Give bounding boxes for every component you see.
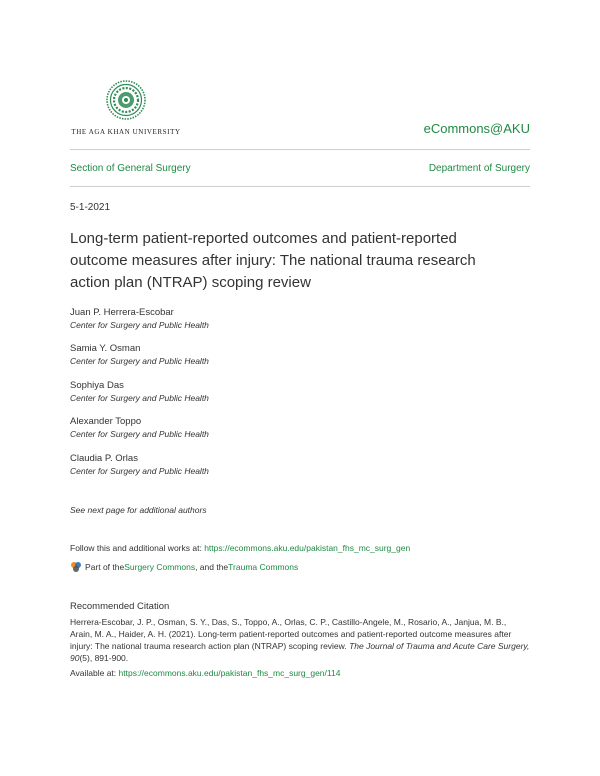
divider-top bbox=[70, 149, 530, 150]
author-name: Juan P. Herrera-Escobar bbox=[70, 307, 174, 318]
author-name: Sophiya Das bbox=[70, 380, 124, 391]
repository-link[interactable]: eCommons@AKU bbox=[423, 121, 530, 136]
citation-heading: Recommended Citation bbox=[70, 601, 170, 612]
citation-issue: (5), 891-900. bbox=[79, 653, 129, 663]
author-affiliation: Center for Surgery and Public Health bbox=[70, 393, 209, 403]
trauma-commons-link[interactable]: Trauma Commons bbox=[228, 562, 299, 572]
author-affiliation: Center for Surgery and Public Health bbox=[70, 356, 209, 366]
author-item bbox=[70, 453, 370, 477]
document-title: Long-term patient-reported outcomes and patient-reported outcome measures after injury: The national trauma research action plan (NTRAP) scoping review bbox=[70, 230, 476, 291]
author-item bbox=[70, 307, 370, 331]
author-item bbox=[70, 380, 370, 404]
author-affiliation: Center for Surgery and Public Health bbox=[70, 429, 209, 439]
author-affiliation: Center for Surgery and Public Health bbox=[70, 466, 209, 476]
author-item bbox=[70, 416, 370, 440]
follow-url-link[interactable]: https://ecommons.aku.edu/pakistan_fhs_mc_surg_gen bbox=[204, 543, 411, 553]
aku-seal-logo bbox=[106, 80, 146, 120]
department-link[interactable]: Department of Surgery bbox=[428, 163, 530, 174]
university-name: THE AGA KHAN UNIVERSITY bbox=[71, 128, 181, 136]
part-of-middle: , and the bbox=[195, 562, 229, 572]
divider-bottom bbox=[70, 186, 530, 187]
author-name: Alexander Toppo bbox=[70, 416, 142, 427]
open-access-icon bbox=[70, 561, 82, 573]
surgery-commons-link[interactable]: Surgery Commons bbox=[124, 562, 196, 572]
additional-authors-note: See next page for additional authors bbox=[70, 505, 207, 515]
available-url-link[interactable]: https://ecommons.aku.edu/pakistan_fhs_mc_surg_gen/114 bbox=[118, 668, 341, 678]
follow-text: Follow this and additional works at: bbox=[70, 543, 205, 553]
publication-date: 5-1-2021 bbox=[70, 202, 111, 213]
part-of-prefix: Part of the bbox=[85, 562, 125, 572]
author-affiliation: Center for Surgery and Public Health bbox=[70, 320, 209, 330]
section-link[interactable]: Section of General Surgery bbox=[70, 163, 191, 174]
available-line bbox=[70, 668, 340, 678]
follow-line bbox=[70, 543, 410, 553]
citation-journal: The Journal of Trauma and Acute Care Surgery, 90 bbox=[70, 641, 530, 663]
author-name: Samia Y. Osman bbox=[70, 343, 141, 354]
author-name: Claudia P. Orlas bbox=[70, 453, 138, 464]
author-item bbox=[70, 343, 370, 367]
citation-text bbox=[70, 616, 530, 664]
available-label: Available at: bbox=[70, 668, 119, 678]
citation-main: Herrera-Escobar, J. P., Osman, S. Y., Das, S., Toppo, A., Orlas, C. P., Castillo-Angele, M., Rosario, A., Janjua, M. B., Arain, M. A., Haider, A. H. (2021). Long-term patient-reported outcomes and patient-reported outcome measures after injury: The national trauma research action plan (NTRAP) scoping review. bbox=[70, 617, 512, 651]
part-of-line bbox=[70, 561, 298, 573]
